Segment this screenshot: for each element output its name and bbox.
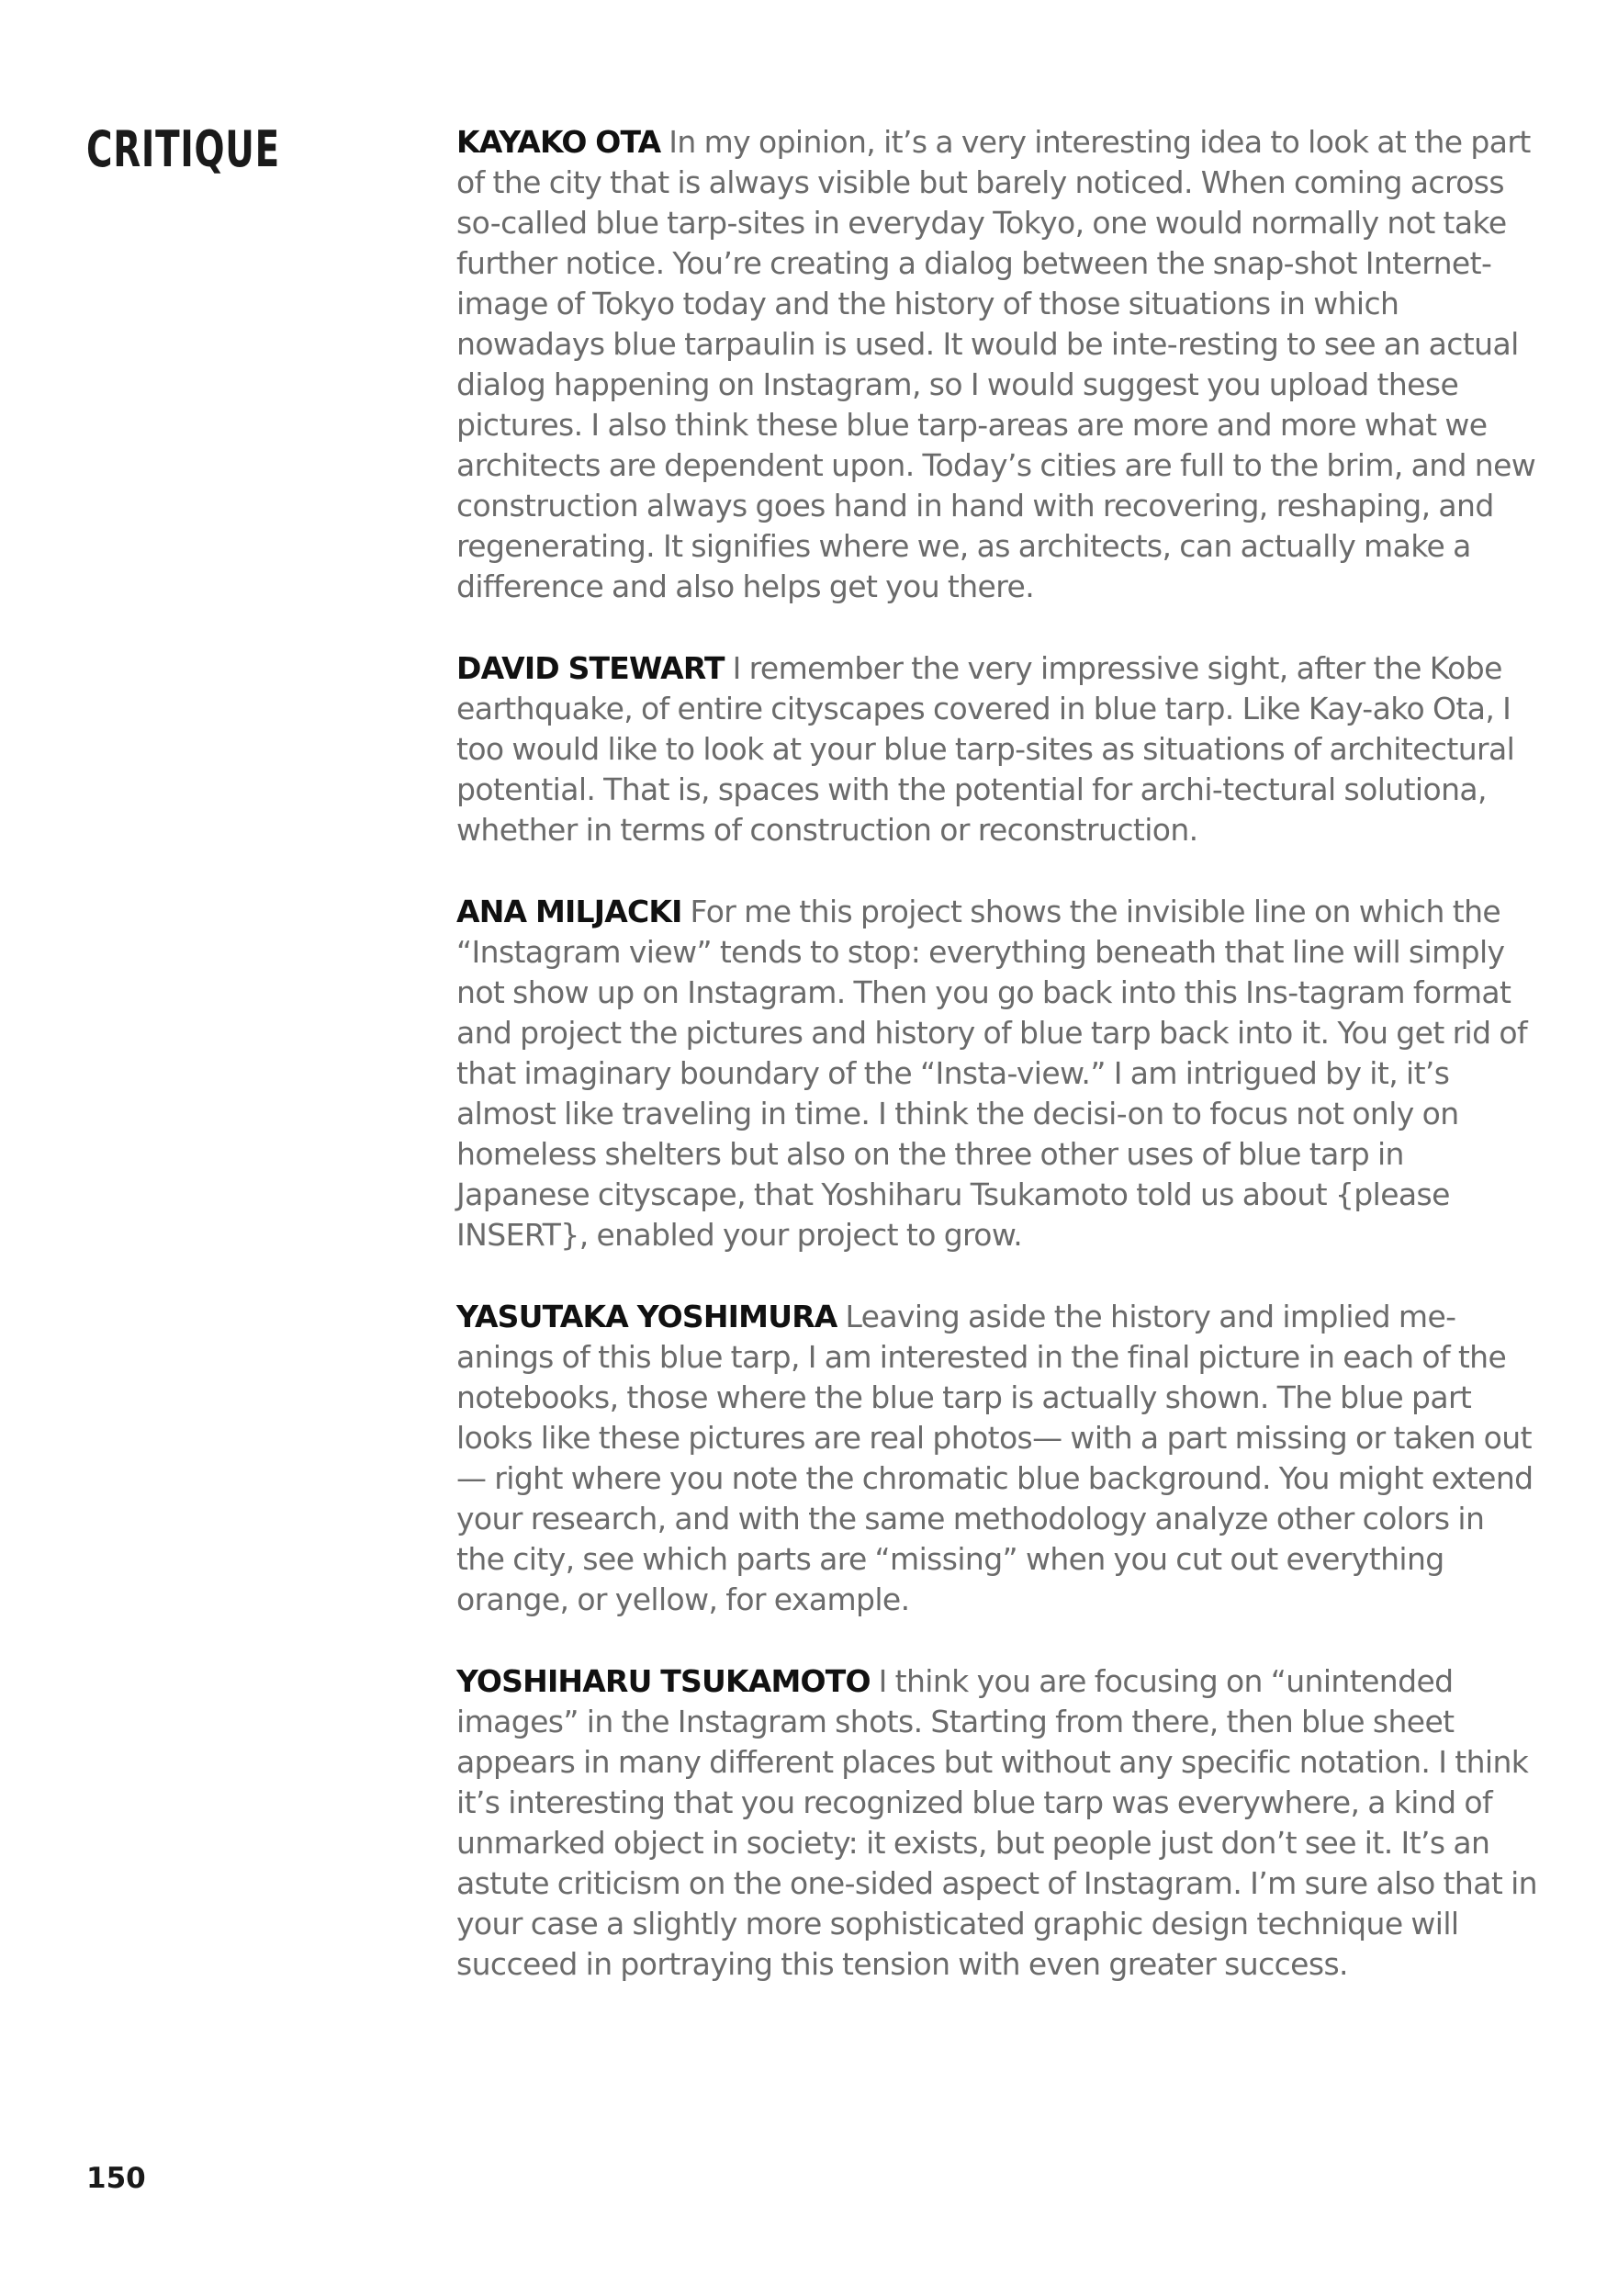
critique-text: I think you are focusing on “unintended images” in the Instagram shots. Starting from there, then blue sheet appears in many different places but without any specific notation. I think it’s interesting that you recognized blue tarp was everywhere, a kind of unmarked object in society: it exists, but people just don’t see it. It’s an astute criticism on the one-sided aspect of Instagram. I’m sure also that in your case a slightly more sophisticated graphic design technique will succeed in portraying this tension with even greater success. [456, 1663, 1537, 1982]
page-number: 150 [86, 2162, 146, 2195]
critique-text: In my opinion, it’s a very interesting idea to look at the part of the city that is always visible but barely noticed. When coming across so-called blue tarp-sites in everyday Tokyo, one would normally not take further notice. You’re creating a dialog between the snap-shot Internet-image of Tokyo today and the history of those situations in which nowadays blue tarpaulin is used. It would be inte-resting to see an actual dialog happening on Instagram, so I would suggest you upload these pictures. I also think these blue tarp-areas are more and more what we architects are dependent upon. Today’s cities are full to the brim, and new construction always goes hand in hand with recovering, reshaping, and regenerating. It signifies where we, as architects, can actually make a difference and also helps get you there. [456, 124, 1536, 604]
critique-text: For me this project shows the invisible line on which the “Instagram view” tends to stop: everything beneath that line will simply not show up on Instagram. Then you go back into this Ins-tagram format and project the pictures and history of blue tarp back into it. You get rid of that imaginary boundary of the “Insta-view.” I am intrigued by it, it’s almost like traveling in time. I think the decisi-on to focus not only on homeless shelters but also on the three other uses of blue tarp in Japanese cityscape, that Yoshiharu Tsukamoto told us about {please INSERT}, enabled your project to grow. [456, 894, 1527, 1253]
speaker-name: YOSHIHARU TSUKAMOTO [456, 1663, 871, 1699]
critique-entry-yoshiharu-tsukamoto [456, 1661, 1540, 1985]
critique-text: I remember the very impressive sight, after the Kobe earthquake, of entire cityscapes covered in blue tarp. Like Kay-ako Ota, I too would like to look at your blue tarp-sites as situations of architectural potential. That is, spaces with the potential for archi-tectural solutiona, whether in terms of construction or reconstruction. [456, 650, 1515, 848]
critique-entry-kayako-ota [456, 122, 1540, 607]
speaker-name: DAVID STEWART [456, 650, 725, 686]
speaker-name: YASUTAKA YOSHIMURA [456, 1299, 837, 1334]
section-title: CRITIQUE [86, 120, 280, 178]
critique-text: Leaving aside the history and implied me-anings of this blue tarp, I am interested in the final picture in each of the notebooks, those where the blue tarp is actually shown. The blue part looks like these pictures are real photos— with a part missing or taken out— right where you note the chromatic blue background. You might extend your research, and with the same methodology analyze other colors in the city, see which parts are “missing” when you cut out everything orange, or yellow, for example. [456, 1299, 1534, 1617]
critique-entry-yasutaka-yoshimura [456, 1297, 1540, 1620]
critique-body [456, 122, 1540, 2026]
speaker-name: KAYAKO OTA [456, 124, 661, 160]
speaker-name: ANA MILJACKI [456, 894, 682, 929]
critique-entry-david-stewart [456, 648, 1540, 850]
critique-entry-ana-miljacki [456, 892, 1540, 1255]
